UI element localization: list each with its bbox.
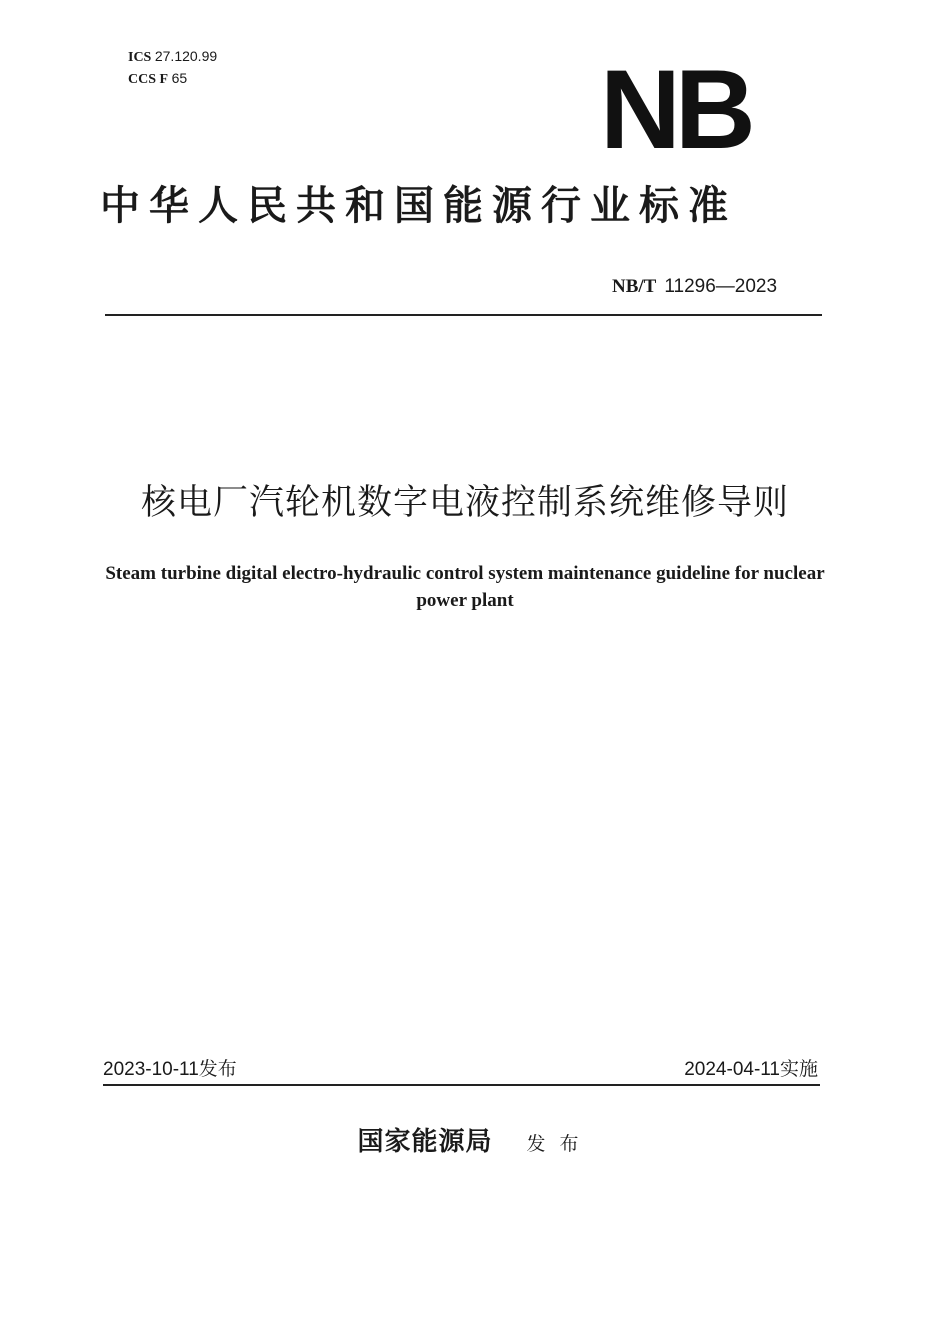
nb-logo: NB xyxy=(600,47,750,172)
ccs-value: 65 xyxy=(171,70,188,86)
standard-organization-title: 中华人民共和国能源行业标准 xyxy=(100,183,737,229)
standard-number xyxy=(612,275,777,298)
issuer-line xyxy=(0,1122,950,1164)
document-title-english: Steam turbine digital electro-hydraulic control system maintenance guideline for nuclear power plant xyxy=(105,563,825,611)
issue-action: 发布 xyxy=(526,1133,593,1155)
issuing-agency: 国家能源局 xyxy=(357,1127,493,1157)
ccs-code xyxy=(128,70,187,88)
ics-label: ICS xyxy=(128,50,152,65)
ics-value: 27.120.99 xyxy=(154,48,218,64)
document-title-chinese: 核电厂汽轮机数字电液控制系统维修导则 xyxy=(140,483,789,523)
ccs-label: CCS F xyxy=(128,72,169,87)
implementation-date: 2024-04-11实施 xyxy=(684,1059,818,1080)
standard-number-value: 11296—2023 xyxy=(664,276,778,297)
ics-code xyxy=(128,48,217,66)
standard-number-prefix: NB/T xyxy=(612,276,657,297)
bottom-divider xyxy=(103,1084,820,1086)
top-divider xyxy=(105,314,822,316)
publish-date: 2023-10-11发布 xyxy=(103,1059,237,1080)
